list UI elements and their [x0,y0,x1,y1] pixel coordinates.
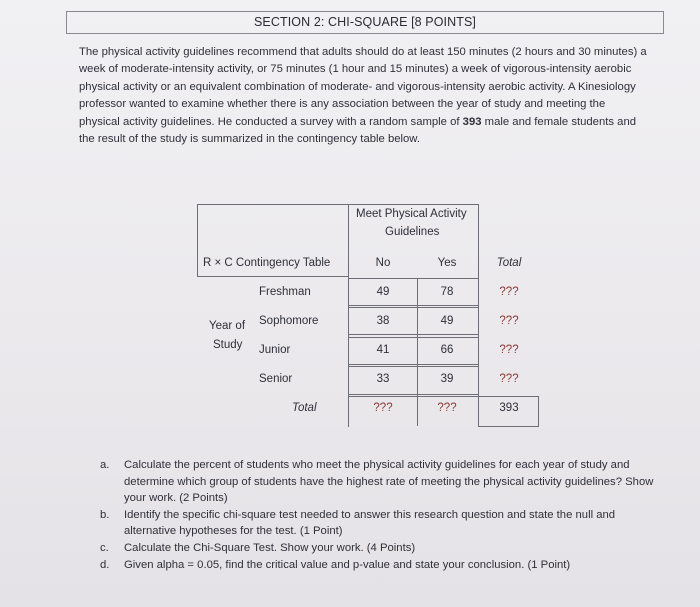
total-bottom-border [478,426,539,427]
cell-total-no: ??? [373,402,393,414]
cell-junior-yes: 66 [440,344,454,356]
row-label-senior: Senior [259,373,293,385]
row-label-total: Total [292,402,317,414]
row-line-2 [348,305,478,306]
cell-grand-total: 393 [499,402,519,414]
table-left-border [197,204,198,276]
column-header-no: No [375,257,391,269]
row-label-sophomore: Sophomore [259,315,319,327]
intro-text-1: The physical activity guidelines recommend that adults should do at least 150 minutes (2 hours and 30 minutes) a week of moderate-intensity activity, or 75 minutes (1 hour and 15 minutes) a week of vigorous-intensity aerobic physical activity or an equivalent combination of moderate- and vigorous-intensity aerobic activity. A Kinesiology professor wanted to examine whether there is any association between the year of study and meeting the physical activity guidelines. He conducted a survey with a random sample of [79,46,647,128]
cell-senior-yes: 39 [440,373,454,385]
question-text: Identify the specific chi-square test needed to answer this research question and state the null and alternative hypotheses for the test. (1 Point) [124,508,616,538]
row-label-freshman: Freshman [259,286,311,298]
corner-bottom-border [197,276,348,277]
row-line-4 [348,334,478,335]
column-header-yes: Yes [437,257,457,269]
cell-freshman-no: 49 [376,286,390,298]
question-item [98,507,668,540]
header-group-line2: Guidelines [385,226,440,238]
question-item [98,457,668,507]
section-title: SECTION 2: CHI-SQUARE [8 POINTS] [66,11,664,34]
row-line-3 [348,307,478,308]
question-list [98,457,668,573]
row-line-6 [348,364,478,365]
question-marker: a. [100,459,110,471]
row-group-line2: Study [213,339,243,351]
question-text: Calculate the Chi-Square Test. Show your work. (4 Points) [124,541,416,554]
row-line-8 [348,394,478,395]
row-label-junior: Junior [259,344,291,356]
row-line-5 [348,337,478,338]
question-text: Calculate the percent of students who meet the physical activity guidelines for each year of study and determine which group of students have the highest rate of meeting the physical activity guidelines? Show your work. (2 Points) [124,459,654,505]
cell-sophomore-total: ??? [499,315,519,327]
question-item [98,540,668,557]
cell-senior-no: 33 [376,373,390,385]
header-group-line1: Meet Physical Activity [356,208,467,220]
question-marker: b. [100,508,110,521]
corner-label: R × C Contingency Table [203,257,331,269]
table-top-border [197,204,478,205]
row-group-line1: Year of [209,320,246,332]
question-item [98,557,668,574]
intro-text-2: male and female students and the result of the study is summarized in the contingency table below. [79,115,637,146]
question-marker: c. [100,541,109,554]
column-header-total: Total [496,257,522,269]
intro-paragraph [79,44,649,148]
cell-total-yes: ??? [437,402,457,414]
cell-sophomore-no: 38 [376,315,390,327]
cell-junior-no: 41 [376,344,390,356]
row-line-7 [348,366,478,367]
sample-size: 393 [462,115,482,128]
question-text: Given alpha = 0.05, find the critical value and p-value and state your conclusion. (1 Point) [124,558,571,571]
cell-senior-total: ??? [499,373,519,385]
row-line-1 [348,278,478,279]
cell-sophomore-yes: 49 [440,315,454,327]
question-marker: d. [100,558,110,571]
cell-freshman-yes: 78 [440,286,454,298]
cell-junior-total: ??? [499,344,519,356]
cell-freshman-total: ??? [499,286,519,298]
row-line-9 [348,396,539,397]
